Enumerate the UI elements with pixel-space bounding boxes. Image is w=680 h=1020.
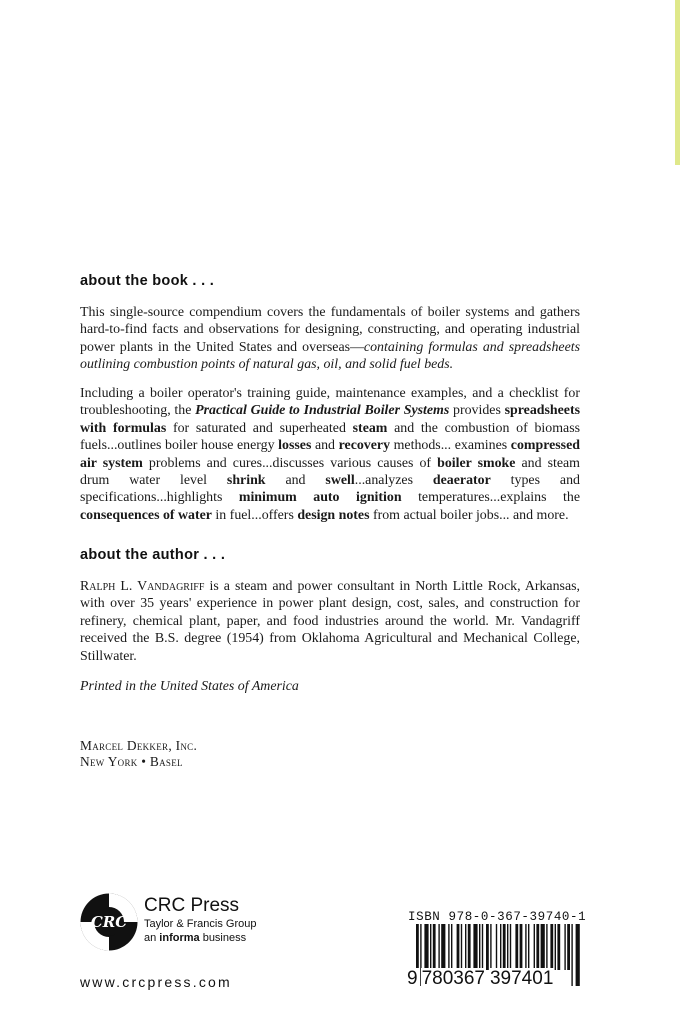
keyword: steam [352,420,388,436]
publisher-name: Marcel Dekker, Inc. [80,738,198,753]
barcode-bar [528,924,529,970]
text-run: problems and cures...discusses various causes of [142,455,438,471]
crc-press-block [144,895,256,945]
barcode-digits-mid: 780367 [421,968,485,989]
barcode-bar [541,924,545,970]
keyword: losses [278,438,312,454]
publisher-city: Basel [149,754,183,769]
barcode-bar [451,924,452,970]
book-title: Practical Guide to Industrial Boiler Systems [195,403,450,419]
text-run: and [311,438,339,454]
text-run: ...analyzes [354,472,433,488]
crc-group: Taylor & Francis Group [144,918,257,930]
text-run: types and specifications...highlights [80,472,580,506]
about-book-paragraph-1 [80,304,580,374]
barcode-bar [424,924,428,970]
crc-business [144,931,256,945]
about-author-paragraph [80,578,580,665]
crc-website[interactable]: www.crcpress.com [80,974,232,990]
keyword: shrink [226,472,266,488]
barcode-bar [482,924,483,970]
cover-edge-strip [675,0,680,165]
barcode-bar [441,924,445,970]
barcode-bar [507,924,508,970]
barcode-bar [546,924,547,970]
keyword: consequences of water [80,507,212,523]
bullet-separator: • [141,754,147,769]
barcode-bar [576,924,580,986]
barcode-bar [503,924,506,970]
keyword: spreadsheets with formulas [80,403,580,436]
keyword: deaerator [432,472,491,488]
barcode-bar [468,924,471,970]
text-run: an [144,932,160,944]
barcode-digits-last: 397401 [489,968,554,989]
text-run: business [199,932,247,944]
crc-press-logo-icon [80,893,138,951]
about-book-paragraph-2 [80,385,580,524]
publisher-city: New York [80,754,138,769]
para1-italic: containing formulas and spreadsheets outlining combustion points of natural gas, oil, and solid fuel beds. [80,339,581,373]
text-run: methods... examines [390,438,511,454]
text-run: and the combustion of biomass fuels...outlines boiler house energy [80,420,581,454]
para1-text: This single-source compendium covers the fundamentals of boiler systems and gathers hard-to-find facts and observations for designing, constructing, and operating industrial power plants in the United States and overseas— [80,304,580,355]
text-run: provides [449,403,505,419]
barcode-bar [564,924,565,970]
barcode-digits [406,968,554,990]
barcode-digit-first: 9 [407,968,418,989]
keyword: compressed air system [80,438,580,471]
barcode-bar [448,924,449,970]
barcode-bar [571,924,572,986]
barcode-bar [479,924,480,970]
barcode-bar [525,924,526,970]
barcode-bar [557,924,560,970]
crc-logo-text: CRC [90,913,128,931]
text-run: Including a boiler operator's training guide, maintenance examples, and a checklist for troubleshooting, the [80,385,580,419]
barcode-bar [433,924,436,970]
keyword: minimum auto ignition [238,490,402,506]
barcode-bar [473,924,477,970]
publisher-cities [80,754,197,770]
barcode-bar [550,924,553,970]
text-run: temperatures...explains the [401,490,580,506]
keyword: design notes [297,507,370,523]
barcode-bar [510,924,511,970]
barcode-bar [461,924,462,970]
crc-press-name: CRC Press [144,895,240,916]
publisher-block [80,738,197,770]
barcode-bar [438,924,439,970]
printed-in-line: Printed in the United States of America [80,679,299,694]
about-book-heading: about the book . . . [80,273,215,289]
text-run: and [265,472,326,488]
keyword: boiler smoke [437,455,516,471]
barcode-bar [500,924,501,970]
barcode-bar [520,924,523,970]
barcode-bar [534,924,535,970]
barcode-bar [567,924,570,970]
barcode-bar [515,924,518,970]
barcode-bar [536,924,539,970]
barcode-bar [486,924,489,970]
barcode-bar [555,924,556,970]
text-run: in fuel...offers [211,507,298,523]
author-bio: is a steam and power consultant in North Little Rock, Arkansas, with over 35 years' experience in power plant design, cost, sales, and construction for refinery, chemical plant, paper, and food industries around the world. Mr. Vandagriff received the B.S. degree (1954) from Oklahoma Agricultural and Mechanical College, Stillwater. [80,578,580,664]
text-run: for saturated and superheated [166,420,353,436]
barcode-bar [465,924,466,970]
barcode-bar [430,924,431,970]
about-author-heading: about the author . . . [80,547,226,563]
isbn-label: ISBN 978-0-367-39740-1 [408,910,587,924]
keyword: swell [325,472,355,488]
text-run: from actual boiler jobs... and more. [369,507,569,523]
informa-brand: informa [159,932,200,944]
text-run: and steam drum water level [80,455,580,488]
barcode-bar [457,924,460,970]
keyword: recovery [338,438,391,454]
author-name: Ralph L. Vandagriff [80,578,205,594]
